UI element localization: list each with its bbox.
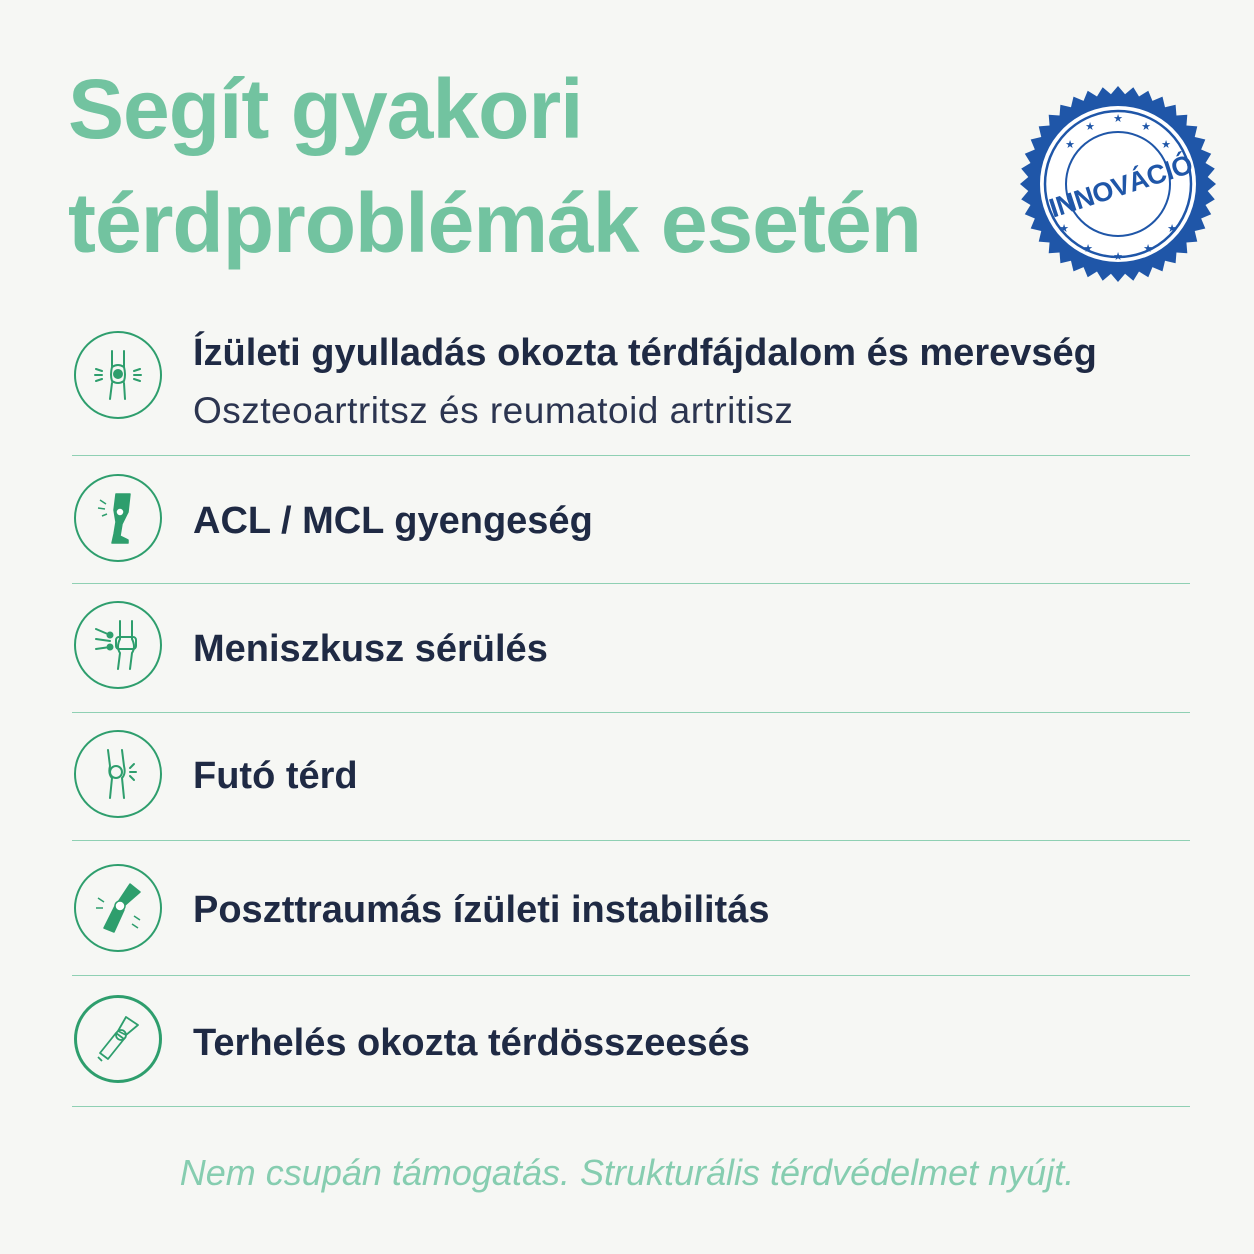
list-item	[72, 456, 1190, 584]
seal-text: INNOVÁCIÓ	[1045, 149, 1197, 224]
item-label: Terhelés okozta térdösszeesés	[193, 1022, 750, 1064]
list-item	[72, 976, 1190, 1107]
meniscus-knee-icon	[74, 601, 162, 689]
svg-text:★: ★	[1113, 250, 1123, 263]
item-label: ACL / MCL gyengeség	[193, 500, 593, 542]
title-line-1: Segít gyakori	[68, 62, 583, 156]
svg-text:★: ★	[1059, 222, 1069, 235]
inflamed-knee-joint-icon	[74, 331, 162, 419]
page-title	[68, 52, 1008, 280]
list-item	[72, 841, 1190, 976]
knee-instability-icon	[74, 864, 162, 952]
item-sublabel: Oszteoartritsz és reumatoid artritisz	[193, 390, 794, 431]
knee-collapse-icon	[74, 995, 162, 1083]
svg-text:★: ★	[1167, 222, 1177, 235]
item-label: Futó térd	[193, 755, 358, 797]
svg-text:★: ★	[1143, 242, 1153, 255]
list-item	[72, 322, 1190, 456]
footer-tagline: Nem csupán támogatás. Strukturális térdvédelmet nyújt.	[179, 1152, 1075, 1193]
list-item	[72, 584, 1190, 713]
svg-text:★: ★	[1085, 120, 1095, 133]
item-label: Ízületi gyulladás okozta térdfájdalom és merevség	[193, 332, 1097, 374]
problem-list	[72, 322, 1190, 1107]
item-label: Poszttraumás ízületi instabilitás	[193, 889, 770, 931]
svg-text:★: ★	[1083, 242, 1093, 255]
item-label: Meniszkusz sérülés	[193, 628, 548, 670]
svg-text:★: ★	[1161, 138, 1171, 151]
svg-text:★: ★	[1113, 112, 1123, 125]
innovation-seal	[1018, 84, 1218, 284]
title-line-2: térdproblémák esetén	[68, 176, 921, 270]
svg-text:★: ★	[1065, 138, 1075, 151]
runner-knee-icon	[74, 730, 162, 818]
leg-ligament-icon	[74, 474, 162, 562]
svg-text:★: ★	[1141, 120, 1151, 133]
list-item	[72, 713, 1190, 841]
